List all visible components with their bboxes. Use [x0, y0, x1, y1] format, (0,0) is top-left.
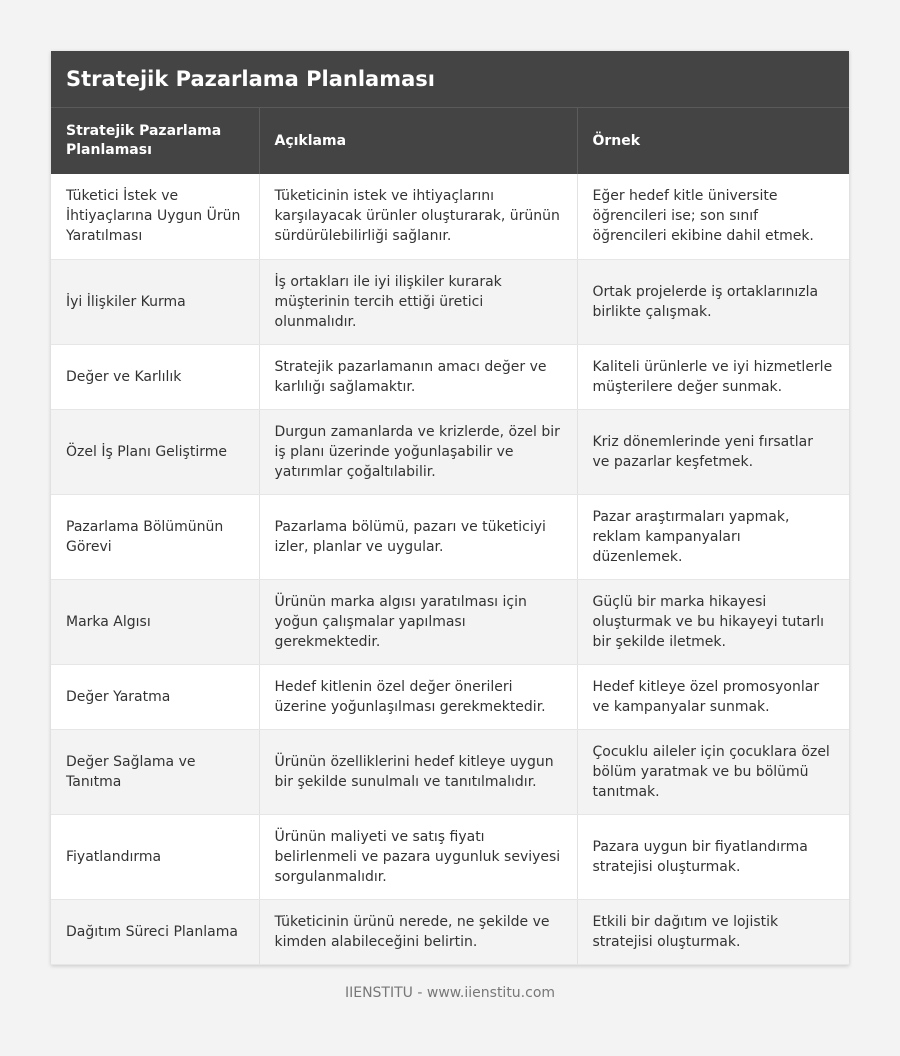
cell-description: Stratejik pazarlamanın amacı değer ve karlılığı sağlamaktır. [259, 344, 577, 409]
cell-strategy: Tüketici İstek ve İhtiyaçlarına Uygun Ürün Yaratılması [51, 174, 259, 259]
table-row [51, 814, 849, 899]
table-row [51, 579, 849, 664]
cell-strategy: Pazarlama Bölümünün Görevi [51, 494, 259, 579]
cell-strategy: Marka Algısı [51, 579, 259, 664]
cell-strategy: İyi İlişkiler Kurma [51, 259, 259, 344]
cell-description: Ürünün maliyeti ve satış fiyatı belirlenmeli ve pazara uygunluk seviyesi sorgulanmalıdır. [259, 814, 577, 899]
cell-example: Kaliteli ürünlerle ve iyi hizmetlerle müşterilere değer sunmak. [577, 344, 849, 409]
table-row [51, 729, 849, 814]
table-row [51, 344, 849, 409]
cell-example: Çocuklu aileler için çocuklara özel bölüm yaratmak ve bu bölümü tanıtmak. [577, 729, 849, 814]
cell-description: Hedef kitlenin özel değer önerileri üzerine yoğunlaşılması gerekmektedir. [259, 664, 577, 729]
cell-example: Ortak projelerde iş ortaklarınızla birlikte çalışmak. [577, 259, 849, 344]
table-row [51, 174, 849, 259]
cell-example: Güçlü bir marka hikayesi oluşturmak ve bu hikayeyi tutarlı bir şekilde iletmek. [577, 579, 849, 664]
table-header [51, 108, 849, 174]
table-row [51, 259, 849, 344]
table-body [51, 174, 849, 964]
table-row [51, 494, 849, 579]
cell-description: Pazarlama bölümü, pazarı ve tüketiciyi izler, planlar ve uygular. [259, 494, 577, 579]
cell-description: Ürünün özelliklerini hedef kitleye uygun bir şekilde sunulmalı ve tanıtılmalıdır. [259, 729, 577, 814]
table-card [51, 51, 849, 965]
footer-credit: IIENSTITU - www.iienstitu.com [344, 985, 556, 1001]
cell-example: Hedef kitleye özel promosyonlar ve kampanyalar sunmak. [577, 664, 849, 729]
header-row [51, 108, 849, 174]
column-header-strategy: Stratejik Pazarlama Planlaması [51, 108, 259, 174]
strategy-table [51, 108, 849, 965]
cell-description: Tüketicinin istek ve ihtiyaçlarını karşılayacak ürünler oluşturarak, ürünün sürdürülebilirliği sağlanır. [259, 174, 577, 259]
table-row [51, 409, 849, 494]
cell-example: Etkili bir dağıtım ve lojistik stratejisi oluşturmak. [577, 899, 849, 964]
cell-strategy: Özel İş Planı Geliştirme [51, 409, 259, 494]
cell-example: Pazar araştırmaları yapmak, reklam kampanyaları düzenlemek. [577, 494, 849, 579]
table-row [51, 899, 849, 964]
column-header-example: Örnek [577, 108, 849, 174]
cell-strategy: Fiyatlandırma [51, 814, 259, 899]
cell-description: Durgun zamanlarda ve krizlerde, özel bir iş planı üzerinde yoğunlaşabilir ve yatırımlar çoğaltılabilir. [259, 409, 577, 494]
cell-strategy: Değer Sağlama ve Tanıtma [51, 729, 259, 814]
cell-example: Pazara uygun bir fiyatlandırma stratejisi oluşturmak. [577, 814, 849, 899]
cell-description: Tüketicinin ürünü nerede, ne şekilde ve kimden alabileceğini belirtin. [259, 899, 577, 964]
cell-strategy: Değer Yaratma [51, 664, 259, 729]
table-title: Stratejik Pazarlama Planlaması [51, 51, 849, 108]
cell-example: Kriz dönemlerinde yeni fırsatlar ve pazarlar keşfetmek. [577, 409, 849, 494]
cell-strategy: Değer ve Karlılık [51, 344, 259, 409]
cell-description: Ürünün marka algısı yaratılması için yoğun çalışmalar yapılması gerekmektedir. [259, 579, 577, 664]
column-header-description: Açıklama [259, 108, 577, 174]
cell-description: İş ortakları ile iyi ilişkiler kurarak müşterinin tercih ettiği üretici olunmalıdır. [259, 259, 577, 344]
cell-strategy: Dağıtım Süreci Planlama [51, 899, 259, 964]
table-row [51, 664, 849, 729]
cell-example: Eğer hedef kitle üniversite öğrencileri ise; son sınıf öğrencileri ekibine dahil etmek. [577, 174, 849, 259]
